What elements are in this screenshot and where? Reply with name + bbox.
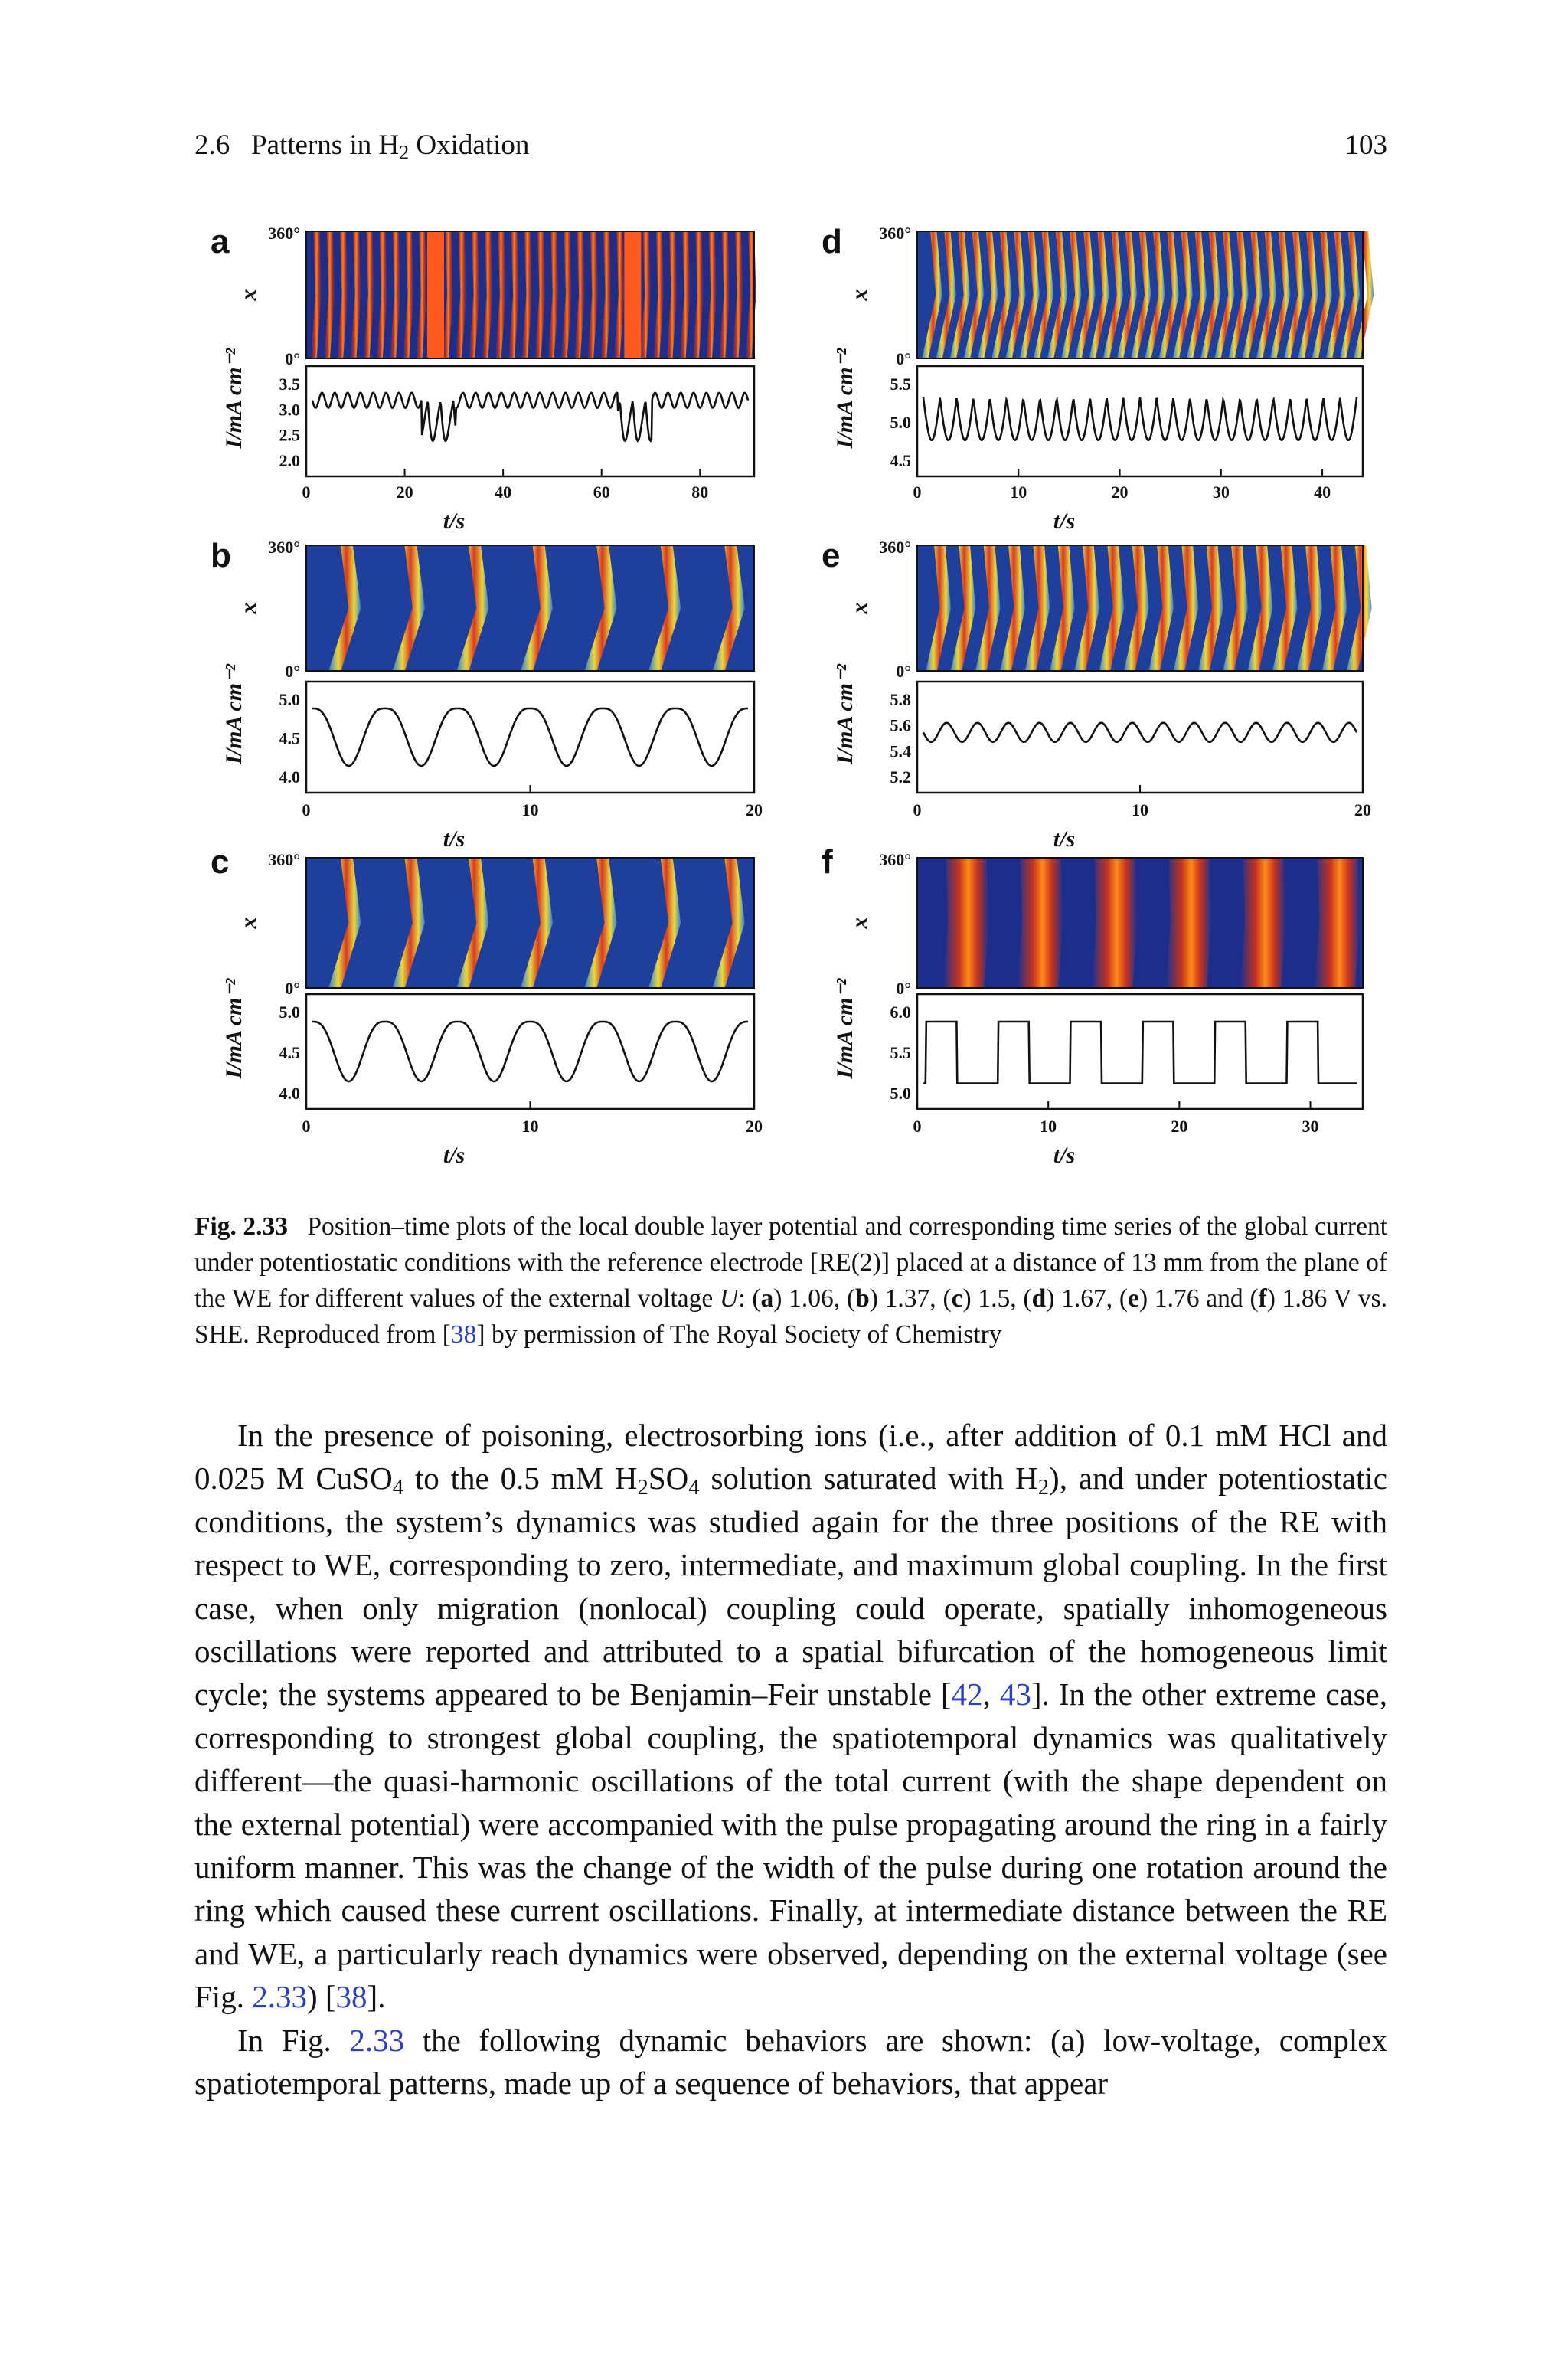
panel-letter-d: d [822,223,842,260]
y-tick-label: 5.0 [279,1003,300,1022]
y-tick-label: 0° [285,349,300,368]
citation-link-38[interactable]: 38 [450,1320,477,1349]
y-tick-label: 5.5 [890,1043,911,1062]
current-timeseries [917,366,1363,476]
y-tick-label: 4.5 [279,1043,300,1062]
paragraph-1: In the presence of poisoning, electrosorbing ions (i.e., after addition of 0.1 mM HCl and 0.025 M CuSO$_4$ to the 0.5 mM $H_2SO_4$ solution saturated with $H_2$), and under potentiostatic conditions, the system’s dynamics was studied again for the three positions of the RE with respect to WE, corresponding to zero, intermediate, and maximum global coupling. In the first case, when only migration (nonlocal) coupling could operate, spatially inhomogeneous oscillations were reported and attributed to a spatial bifurcation of the homogeneous limit cycle; the systems appeared to be Benjamin–Feir unstable [42, 43]. In the other extreme case, corresponding to strongest global coupling, the spatiotemporal dynamics was qualitatively different—the quasi-harmonic oscillations of the total current (with the shape dependent on the external potential) were accompanied with the pulse propagating around the ring in a fairly uniform manner. This was the change of the width of the pulse during one rotation around the ring which caused these current oscillations. Finally, at intermediate distance between the RE and WE, a particularly reach dynamics were observed, depending on the external voltage (see Fig. 2.33) [38]. [194,1418,1388,2015]
y-tick-label: 3.5 [279,375,300,394]
x-tick-label: 10 [1040,1117,1057,1136]
y-axis-label-position: x [847,602,872,614]
y-tick-label: 5.0 [890,413,911,432]
panel-letter-e: e [822,537,841,574]
x-axis-label: t/s [443,1143,466,1168]
y-axis-label-current: I/mA cm⁻² [221,978,247,1079]
y-tick-label: 6.0 [890,1003,911,1022]
running-header-title: 2.6 Patterns in $H_2$ Oxidation [194,129,530,164]
y-tick-label: 3.0 [279,400,300,420]
panel-d [822,223,1374,534]
y-tick-label: 5.0 [890,1084,911,1103]
citation-link-42[interactable]: 42 [951,1676,983,1712]
x-tick-label: 0 [913,1117,922,1136]
panel-letter-b: b [211,537,231,574]
y-tick-label: 360° [268,224,300,243]
y-tick-label: 5.4 [890,741,911,761]
y-tick-label: 0° [896,662,911,681]
x-tick-label: 30 [1302,1117,1319,1136]
figure-caption: Fig. 2.33 Position–time plots of the local double layer potential and corresponding time series of the global current under potentiostatic conditions with the reference electrode [RE(2)] placed at a distance of 13 mm from the plane of the WE for different values of the external voltage U: (a) 1.06, (b) 1.37, (c) 1.5, (d) 1.67, (e) 1.76 and (f) 1.86 V vs. SHE. Reproduced from [38] by permission of The Royal Society of Chemistry [194,1212,1388,1349]
y-axis-label-current: I/mA cm⁻² [832,348,858,449]
y-tick-label: 5.0 [279,690,300,709]
panel-e [822,537,1372,852]
y-tick-label: 0° [896,979,911,998]
x-tick-label: 10 [521,800,539,819]
y-tick-label: 5.6 [890,715,911,735]
y-tick-label: 5.5 [890,375,911,394]
x-tick-label: 20 [1354,800,1371,819]
panel-b [211,537,763,852]
y-tick-label: 0° [285,979,300,998]
y-axis-label-current: I/mA cm⁻² [221,664,247,764]
y-tick-label: 2.0 [279,451,300,470]
x-tick-label: 20 [1171,1117,1188,1136]
current-timeseries [917,994,1363,1109]
panel-letter-c: c [211,843,230,881]
y-tick-label: 0° [896,349,911,368]
panel-a [211,223,756,534]
x-tick-label: 0 [913,800,922,819]
x-tick-label: 10 [1010,482,1027,502]
current-timeseries [306,994,754,1109]
current-timeseries [306,682,754,793]
x-tick-label: 20 [1111,482,1129,502]
citation-link-43[interactable]: 43 [999,1676,1031,1712]
x-tick-label: 0 [302,482,311,502]
y-axis-label-current: I/mA cm⁻² [221,348,247,449]
panel-c [211,843,763,1168]
y-tick-label: 360° [879,224,911,243]
y-tick-label: 360° [879,538,911,557]
current-timeseries [917,682,1363,793]
figure-link-2-33[interactable]: 2.33 [349,2022,405,2058]
panel-letter-a: a [211,223,230,260]
x-tick-label: 10 [521,1117,539,1136]
current-timeseries [306,366,754,476]
figure-link-2-33[interactable]: 2.33 [252,1979,307,2015]
x-axis-label: t/s [1053,826,1076,852]
x-tick-label: 40 [1314,482,1331,502]
x-tick-label: 20 [746,800,763,819]
y-tick-label: 0° [285,662,300,681]
y-tick-label: 360° [268,850,300,869]
panel-letter-f: f [822,843,833,881]
x-tick-label: 60 [593,482,610,502]
x-tick-label: 0 [302,1117,311,1136]
x-tick-label: 40 [495,482,512,502]
panel-f [822,843,1363,1168]
y-tick-label: 4.0 [279,767,300,787]
y-axis-label-position: x [847,917,872,929]
x-axis-label: t/s [1053,1143,1076,1168]
y-tick-label: 360° [879,850,911,869]
x-axis-label: t/s [1053,509,1076,534]
y-tick-label: 5.2 [890,767,911,787]
y-axis-label-current: I/mA cm⁻² [832,664,858,764]
body-text [194,1414,1387,2105]
y-tick-label: 4.5 [279,728,300,748]
x-tick-label: 0 [302,800,311,819]
y-axis-label-position: x [236,917,261,929]
x-tick-label: 20 [746,1117,763,1136]
paragraph-2: In Fig. 2.33 the following dynamic behaviors are shown: (a) low-voltage, complex spatiotemporal patterns, made up of a sequence of behaviors, that appear [194,2022,1387,2102]
y-tick-label: 2.5 [279,425,300,445]
citation-link-38[interactable]: 38 [335,1979,368,2015]
y-axis-label-position: x [236,602,261,614]
y-tick-label: 4.0 [279,1084,300,1103]
y-tick-label: 5.8 [890,690,911,709]
x-tick-label: 10 [1132,800,1148,819]
x-tick-label: 80 [691,482,709,502]
x-axis-label: t/s [443,826,466,852]
y-axis-label-position: x [847,289,872,301]
x-tick-label: 30 [1212,482,1230,502]
x-tick-label: 0 [913,482,922,502]
y-tick-label: 360° [268,538,300,557]
page-number: 103 [1344,129,1387,161]
y-tick-label: 4.5 [890,451,911,470]
x-tick-label: 20 [396,482,413,502]
x-axis-label: t/s [443,509,466,534]
y-axis-label-position: x [236,289,261,301]
y-axis-label-current: I/mA cm⁻² [832,978,858,1079]
